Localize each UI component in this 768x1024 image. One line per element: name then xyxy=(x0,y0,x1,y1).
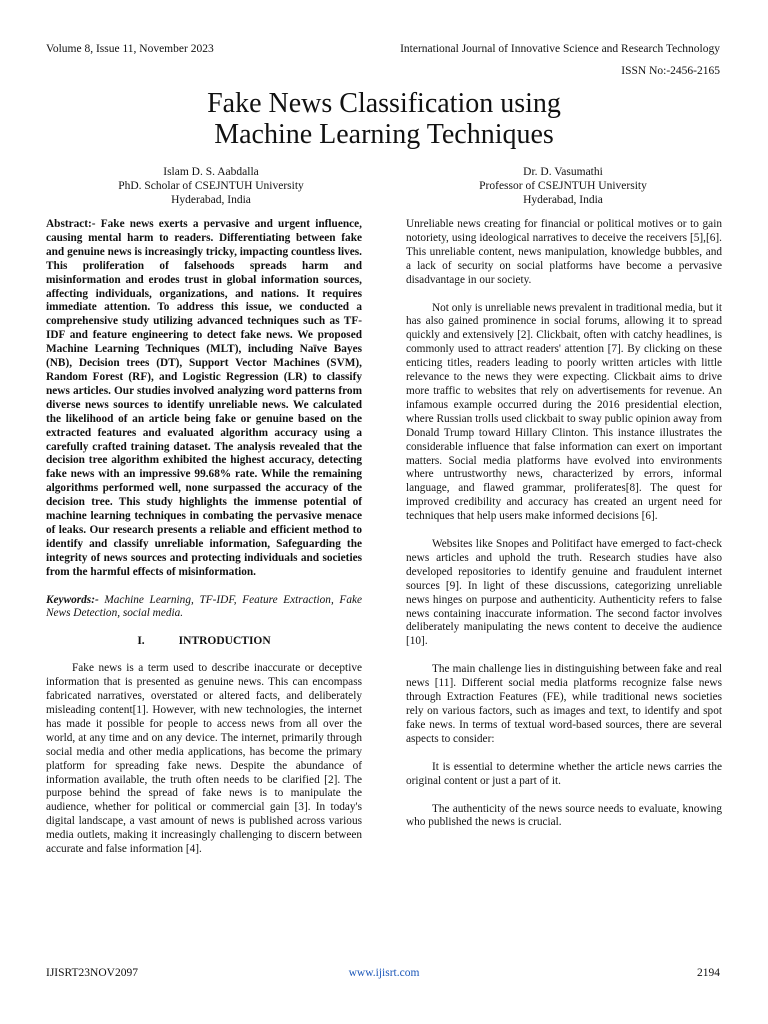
author-location: Hyderabad, India xyxy=(523,194,603,206)
website-link[interactable]: www.ijisrt.com xyxy=(348,967,420,979)
right-column xyxy=(406,218,722,830)
issn-number: ISSN No:-2456-2165 xyxy=(621,65,720,77)
body-paragraph: Not only is unreliable news prevalent in traditional media, but it has also gained prominence in social forums, allowing it to spread quickly and extensively [2]. Clickbait, often with catchy headlines, is commonly used to attract readers' attention [7]. By clicking on these enticing titles, readers leading to poorly written articles with little relevance to the news they were expecting. Clickbait aims to drive more traffic to websites that rely on advertisements for revenue. An infamous example occurred during the 2016 presidential election, where Russian trolls used clickbait to sway public opinion away from Donald Trump toward Hillary Clinton. This instance illustrates the considerable influence that false information can exert on important matters. Social media platforms have evolved into environments where untrustworthy news, characterized by errors, informal language, and flawed grammar, proliferates[8]. The quest for improved credibility and accuracy has created an urgent need for techniques that help users make informed decisions [6]. xyxy=(406,301,722,523)
body-paragraph: It is essential to determine whether the article news carries the original content or just a part of it. xyxy=(406,760,722,787)
journal-volume: Volume 8, Issue 11, November 2023 xyxy=(46,43,214,55)
left-column xyxy=(46,218,362,857)
author-role: PhD. Scholar of CSEJNTUH University xyxy=(118,180,304,192)
keywords-text: Machine Learning, TF-IDF, Feature Extraction, Fake News Detection, social media. xyxy=(46,593,362,620)
title-line-1: Fake News Classification using xyxy=(207,88,561,119)
section-title: INTRODUCTION xyxy=(178,635,271,648)
author-location: Hyderabad, India xyxy=(171,194,251,206)
paper-id: IJISRT23NOV2097 xyxy=(46,967,138,979)
paper-title xyxy=(0,88,768,150)
keywords-label: Keywords:- xyxy=(46,593,99,606)
section-number: I. xyxy=(137,635,145,648)
author-name: Dr. D. Vasumathi xyxy=(523,166,603,178)
author-block-2 xyxy=(398,165,728,207)
keywords xyxy=(46,594,362,622)
abstract xyxy=(46,218,362,580)
author-name: Islam D. S. Aabdalla xyxy=(163,166,259,178)
body-paragraph: The main challenge lies in distinguishing between fake and real news [11]. Different social media platforms recognize false news through Extraction Features (FE), while traditional news societies rely on various factors, such as images and text, to identify and spot fake news. In terms of textual word-based sources, there are several aspects to consider: xyxy=(406,663,722,745)
body-paragraph: Websites like Snopes and Politifact have emerged to fact-check news articles and uphold the truth. Research studies have also developed repositories to identify genuine and fraudulent internet sources [9]. In light of these discussions, categorizing unreliable news hinges on purpose and authenticity. Authenticity refers to false news containing inaccurate information. The second factor involves deliberately manipulating the news content to deceive the audience [10]. xyxy=(406,538,722,648)
abstract-text: Fake news exerts a pervasive and urgent influence, causing mental harm to readers. Differentiating between fake and genuine news is increasingly tricky, impacting countless lives. This proliferation of falsehoods spreads harm and misinformation and erodes trust in global information sources, affecting individuals, organizations, and nations. It requires immediate attention. To address this issue, we conducted a comprehensive study utilizing advanced techniques such as TF-IDF and feature engineering to detect fake news. We proposed Machine Learning Techniques (MLT), including Naïve Bayes (NB), Decision trees (DT), Support Vector Machines (SVM), Random Forest (RF), and Logistic Regression (LR) to classify news articles. Our studies involved analyzing word patterns from diverse news sources to identify unreliable news. We calculated the likelihood of an article being fake or genuine based on the extracted features and evaluated algorithm accuracy using a carefully crafted training dataset. The analysis revealed that the decision tree algorithm exhibited the highest accuracy, detecting fake news with an impressive 99.68% rate. While the remaining algorithms performed well, none surpassed the accuracy of the decision tree. This study highlights the immense potential of machine learning techniques in combating the pervasive menace of leaks. Our research presents a reliable and efficient method to identify and classify unreliable information, Safeguarding the integrity of news sources and protecting individuals and societies from the harmful effects of misinformation. xyxy=(46,218,362,578)
author-role: Professor of CSEJNTUH University xyxy=(479,180,647,192)
abstract-label: Abstract:- xyxy=(46,218,96,230)
author-block-1 xyxy=(46,165,376,207)
section-heading xyxy=(46,635,362,649)
body-paragraph: Unreliable news creating for financial or political motives or to gain notoriety, using ideological narratives to deceive the receivers [5],[6]. This unreliable content, news manipulation, knowledge bubbles, and a lack of security on social platforms have become a pervasive disadvantage in our society. xyxy=(406,218,722,286)
intro-paragraph: Fake news is a term used to describe inaccurate or deceptive information that is presented as genuine news. This can encompass fabricated narratives, overstated or altered facts, and deliberately misleading content[1]. However, with new technologies, the internet has made it possible for people to access news from all over the world, at any time and on any device. The internet, primarily through social media and other media applications, has become the primary platform for spreading fake news. Despite the abundance of information available, the truth often needs to be clarified [2]. The purpose behind the spread of fake news is to manipulate the audience, whether for political or commercial gain [3]. In today's digital landscape, a vast amount of news is published across various media outlets, making it increasingly challenging to discern between accurate and false information [4]. xyxy=(46,662,362,856)
title-line-2: Machine Learning Techniques xyxy=(214,119,554,150)
journal-name: International Journal of Innovative Science and Research Technology xyxy=(400,43,720,55)
body-paragraph: The authenticity of the news source needs to evaluate, knowing who published the news is crucial. xyxy=(406,802,722,829)
page-number: 2194 xyxy=(697,967,720,979)
